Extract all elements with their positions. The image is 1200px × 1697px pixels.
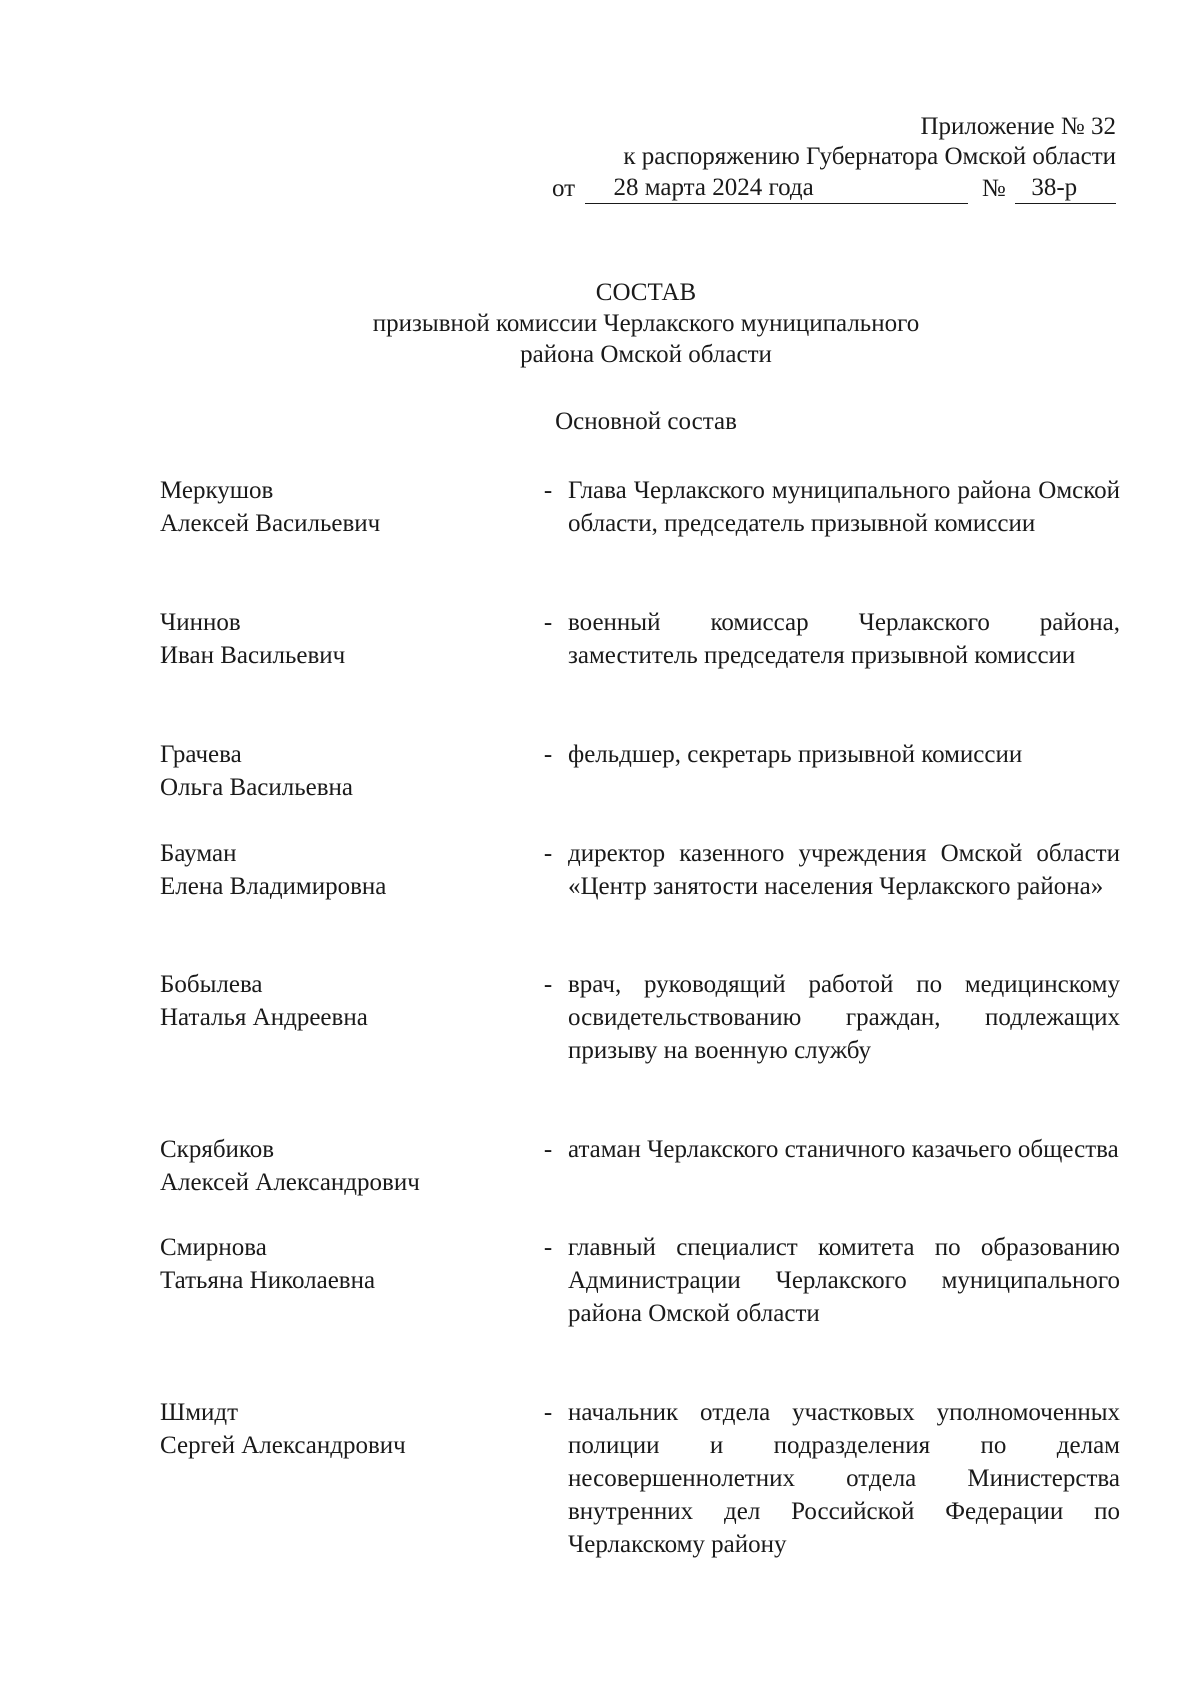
member-surname: Бауман <box>160 840 237 867</box>
order-reference: к распоряжению Губернатора Омской области <box>623 143 1116 170</box>
member-given-name: Сергей Александрович <box>160 1432 406 1459</box>
member-given-name: Елена Владимировна <box>160 873 387 900</box>
member-name <box>160 606 520 672</box>
dash-separator: - <box>543 1234 553 1261</box>
member-given-name: Иван Васильевич <box>160 642 346 669</box>
member-role: фельдшер, секретарь призывной комиссии <box>568 741 1023 768</box>
dash-separator: - <box>543 477 553 504</box>
dash-separator: - <box>543 741 553 768</box>
member-name <box>160 474 520 540</box>
member-surname: Чиннов <box>160 609 241 636</box>
appendix-number: Приложение № 32 <box>920 113 1116 140</box>
member-name <box>160 837 520 903</box>
member-surname: Смирнова <box>160 1234 267 1261</box>
order-date-line <box>552 172 1116 204</box>
member-name <box>160 968 520 1034</box>
member-role: Глава Черлакского муниципального района Омской области, председатель призывной комиссии <box>568 477 1120 537</box>
member-surname: Меркушов <box>160 477 274 504</box>
member-role: главный специалист комитета по образованию Администрации Черлакского муниципального района Омской области <box>568 1234 1120 1327</box>
member-surname: Скрябиков <box>160 1136 275 1163</box>
member-name <box>160 1396 520 1462</box>
member-role: военный комиссар Черлакского района, заместитель председателя призывной комиссии <box>568 609 1120 669</box>
dash-separator: - <box>543 1136 553 1163</box>
from-label: от <box>552 175 576 202</box>
order-number: 38-р <box>1015 175 1116 204</box>
number-label: № <box>981 175 1006 202</box>
member-role: начальник отдела участковых уполномоченных полиции и подразделения по делам несовершеннолетних отдела Министерства внутренних дел Российской Федерации по Черлакскому району <box>568 1399 1120 1558</box>
title-heading: СОСТАВ <box>595 279 697 306</box>
member-given-name: Алексей Васильевич <box>160 510 381 537</box>
member-role: директор казенного учреждения Омской области «Центр занятости населения Черлакского района» <box>568 840 1120 900</box>
member-name <box>160 1133 520 1199</box>
member-name <box>160 738 520 804</box>
title-line-1: призывной комиссии Черлакского муниципального <box>372 310 920 337</box>
dash-separator: - <box>543 840 553 867</box>
order-date: 28 марта 2024 года <box>585 175 967 204</box>
appendix-header <box>552 112 1116 204</box>
section-heading: Основной состав <box>555 408 737 435</box>
dash-separator: - <box>543 1399 553 1426</box>
member-surname: Шмидт <box>160 1399 239 1426</box>
dash-separator: - <box>543 971 553 998</box>
member-given-name: Наталья Андреевна <box>160 1004 368 1031</box>
member-given-name: Татьяна Николаевна <box>160 1267 376 1294</box>
member-given-name: Ольга Васильевна <box>160 774 354 801</box>
dash-separator: - <box>543 609 553 636</box>
title-line-2: района Омской области <box>520 341 772 368</box>
member-name <box>160 1231 520 1297</box>
member-role: атаман Черлакского станичного казачьего общества <box>568 1136 1119 1163</box>
member-given-name: Алексей Александрович <box>160 1169 420 1196</box>
member-role: врач, руководящий работой по медицинскому освидетельствованию граждан, подлежащих призыву на военную службу <box>568 971 1120 1064</box>
member-surname: Грачева <box>160 741 242 768</box>
document-title <box>0 277 1200 370</box>
member-surname: Бобылева <box>160 971 263 998</box>
